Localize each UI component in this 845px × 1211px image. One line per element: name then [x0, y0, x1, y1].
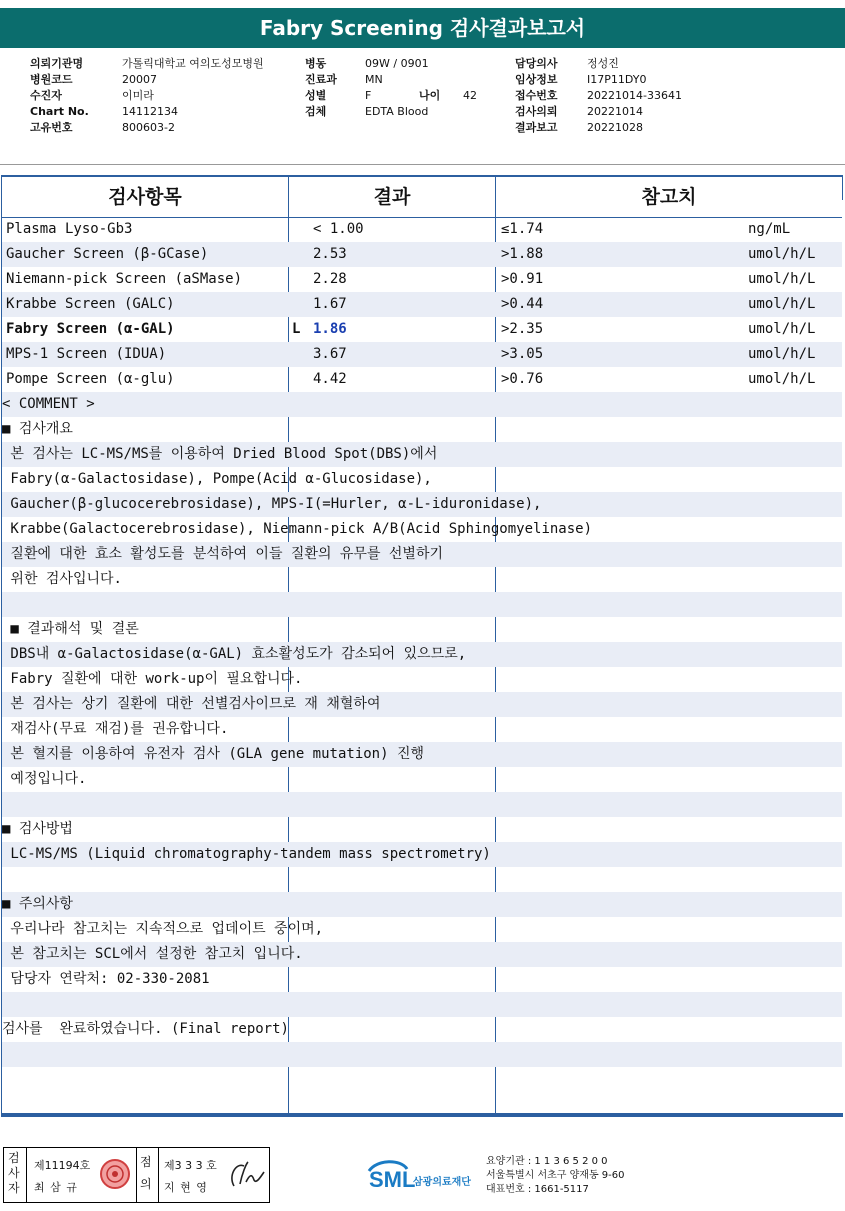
result-unit: umol/h/L: [748, 321, 816, 337]
value-report-date: 20221028: [587, 121, 643, 134]
result-value: 1.67: [313, 296, 347, 312]
comment-row: [2, 1067, 842, 1092]
comment-row: [2, 592, 842, 617]
value-doctor: 정성진: [587, 57, 619, 70]
value-hospital: 가톨릭대학교 여의도성모병원: [122, 57, 264, 70]
table-row: [2, 242, 842, 267]
table-row: [2, 292, 842, 317]
value-request-date: 20221014: [587, 105, 643, 118]
sig-divider-2: [136, 1148, 137, 1202]
label-dept: 진료과: [305, 73, 337, 86]
comment-line: Fabry(α-Galactosidase), Pompe(Acid α-Glucosidase),: [2, 471, 432, 487]
value-chart-no: 14112134: [122, 105, 178, 118]
org-name: 삼광의료재단: [413, 1177, 471, 1188]
comment-row: [2, 817, 842, 842]
result-reference: >3.05: [501, 346, 544, 362]
value-dept: MN: [365, 73, 383, 86]
comment-line: 예정입니다.: [2, 771, 87, 787]
footer-line-3: 대표번호 : 1661-5117: [486, 1184, 589, 1195]
label-doctor: 담당의사: [515, 57, 558, 70]
result-reference: >1.88: [501, 246, 544, 262]
value-clinical-info: I17P11DY0: [587, 73, 647, 86]
signer2-role: 점의: [140, 1155, 152, 1191]
result-reference: ≤1.74: [501, 221, 544, 237]
comment-row: [2, 492, 842, 517]
result-value: 4.42: [313, 371, 347, 387]
label-ward: 병동: [305, 57, 327, 70]
comment-line: LC-MS/MS (Liquid chromatography-tandem mass spectrometry): [2, 846, 491, 862]
result-value: 2.53: [313, 246, 347, 262]
result-unit: umol/h/L: [748, 371, 816, 387]
result-reference: >0.76: [501, 371, 544, 387]
comment-line: < COMMENT >: [2, 396, 95, 412]
comment-row: [2, 1042, 842, 1067]
label-unique-no: 고유번호: [30, 121, 73, 134]
sig-divider: [26, 1148, 27, 1202]
comment-line: Gaucher(β-glucocerebrosidase), MPS-I(=Hurler, α-L-iduronidase),: [2, 496, 542, 512]
value-patient: 이미라: [122, 89, 154, 102]
header-right: [515, 56, 682, 136]
value-receipt-no: 20221014-33641: [587, 89, 682, 102]
comment-row: [2, 667, 842, 692]
result-value: < 1.00: [313, 221, 364, 237]
comment-line: ■ 검사개요: [2, 421, 73, 437]
comment-row: [2, 617, 842, 642]
table-row: [2, 317, 842, 342]
label-report-date: 결과보고: [515, 121, 558, 134]
signer2-license: 제3 3 3 호: [164, 1159, 217, 1172]
logo-text: SML: [369, 1167, 416, 1192]
sml-logo: [367, 1157, 483, 1201]
header-divider: [0, 164, 845, 165]
value-age: 42: [463, 89, 477, 102]
result-value: 2.28: [313, 271, 347, 287]
seal-icon: [99, 1158, 131, 1193]
comment-line: 질환에 대한 효소 활성도를 분석하여 이들 질환의 유무를 선별하기: [2, 546, 444, 562]
comment-line: 위한 검사입니다.: [2, 571, 122, 587]
label-chart-no: Chart No.: [30, 105, 89, 118]
comment-line: DBS내 α-Galactosidase(α-GAL) 효소활성도가 감소되어 있으므로,: [2, 646, 467, 662]
comment-row: [2, 467, 842, 492]
value-hospital-code: 20007: [122, 73, 157, 86]
result-reference: >2.35: [501, 321, 544, 337]
comment-row: [2, 967, 842, 992]
header-middle: [305, 56, 477, 120]
result-item: Krabbe Screen (GALC): [6, 296, 175, 312]
label-receipt-no: 접수번호: [515, 89, 558, 102]
value-unique-no: 800603-2: [122, 121, 175, 134]
comment-row: [2, 867, 842, 892]
result-item: Plasma Lyso-Gb3: [6, 221, 133, 237]
result-item: Fabry Screen (α-GAL): [6, 321, 175, 337]
label-hospital: 의뢰기관명: [30, 57, 84, 70]
result-unit: ng/mL: [748, 221, 791, 237]
result-unit: umol/h/L: [748, 346, 816, 362]
result-flag: L: [292, 321, 301, 337]
comment-line: ■ 결과해석 및 결론: [2, 621, 139, 637]
comment-line: ■ 검사방법: [2, 821, 73, 837]
comment-row: [2, 442, 842, 467]
label-hospital-code: 병원코드: [30, 73, 73, 86]
comment-row: [2, 567, 842, 592]
signer1-role: 검사자: [8, 1151, 20, 1195]
comment-row: [2, 392, 842, 417]
result-reference: >0.91: [501, 271, 544, 287]
label-specimen: 검체: [305, 105, 327, 118]
table-bottom-border: [1, 1113, 843, 1117]
table-border-right: [842, 175, 843, 200]
comment-line: 재검사(무료 재검)를 권유합니다.: [2, 721, 229, 737]
header-item: 검사항목: [108, 186, 182, 208]
result-item: Gaucher Screen (β-GCase): [6, 246, 209, 262]
signer1-name: 최 삼 규: [34, 1181, 78, 1194]
label-patient: 수진자: [30, 89, 62, 102]
footer-line-1: 요양기관 : 1 1 3 6 5 2 0 0: [486, 1156, 608, 1167]
report-title: Fabry Screening 검사결과보고서: [0, 8, 845, 48]
comment-row: [2, 917, 842, 942]
comment-row: [2, 642, 842, 667]
sig-divider-3: [158, 1148, 159, 1202]
comment-row: [2, 792, 842, 817]
comment-line: 담당자 연락처: 02-330-2081: [2, 971, 210, 987]
table-row: [2, 367, 842, 392]
result-reference: >0.44: [501, 296, 544, 312]
result-value: 3.67: [313, 346, 347, 362]
comment-row: [2, 717, 842, 742]
table-row: [2, 342, 842, 367]
comment-row: [2, 942, 842, 967]
comment-row: [2, 892, 842, 917]
value-sex: F: [365, 89, 372, 102]
table-body: [2, 217, 842, 1092]
result-unit: umol/h/L: [748, 271, 816, 287]
table-row: [2, 217, 842, 242]
comment-line: Krabbe(Galactocerebrosidase), Niemann-pick A/B(Acid Sphingomyelinase): [2, 521, 593, 537]
result-unit: umol/h/L: [748, 246, 816, 262]
result-unit: umol/h/L: [748, 296, 816, 312]
signature-box: [3, 1147, 270, 1203]
value-ward: 09W / 0901: [365, 57, 429, 70]
signature-icon: [226, 1156, 266, 1197]
label-age: 나이: [419, 89, 441, 102]
comment-row: [2, 742, 842, 767]
comment-row: [2, 842, 842, 867]
header-reference: 참고치: [641, 186, 697, 208]
signer2-name: 지 현 영: [164, 1181, 208, 1194]
comment-line: Fabry 질환에 대한 work-up이 필요합니다.: [2, 671, 303, 687]
signer1-license: 제11194호: [34, 1159, 91, 1172]
label-clinical-info: 임상정보: [515, 73, 558, 86]
comment-line: ■ 주의사항: [2, 896, 73, 912]
header-result: 결과: [373, 186, 411, 208]
result-value: 1.86: [313, 321, 347, 337]
label-sex: 성별: [305, 89, 327, 102]
comment-row: [2, 992, 842, 1017]
comment-row: [2, 517, 842, 542]
comment-line: 본 참고치는 SCL에서 설정한 참고치 입니다.: [2, 946, 303, 962]
result-item: Niemann-pick Screen (aSMase): [6, 271, 243, 287]
comment-line: 본 혈지를 이용하여 유전자 검사 (GLA gene mutation) 진행: [2, 746, 425, 762]
label-request-date: 검사의뢰: [515, 105, 558, 118]
value-specimen: EDTA Blood: [365, 105, 429, 118]
footer-line-2: 서울특별시 서초구 양재동 9-60: [486, 1170, 625, 1181]
comment-row: [2, 692, 842, 717]
comment-row: [2, 542, 842, 567]
header-left: [30, 56, 264, 136]
comment-row: [2, 767, 842, 792]
comment-line: 본 검사는 LC-MS/MS를 이용하여 Dried Blood Spot(DBS)에서: [2, 446, 438, 462]
comment-row: [2, 1017, 842, 1042]
table-header: [2, 177, 842, 218]
comment-row: [2, 417, 842, 442]
table-row: [2, 267, 842, 292]
result-item: MPS-1 Screen (IDUA): [6, 346, 167, 362]
result-item: Pompe Screen (α-glu): [6, 371, 175, 387]
comment-line: 본 검사는 상기 질환에 대한 선별검사이므로 재 채혈하여: [2, 696, 381, 712]
footer-info: [486, 1155, 625, 1197]
comment-line: 검사를 완료하였습니다. (Final report): [2, 1021, 289, 1037]
comment-line: 우리나라 참고치는 지속적으로 업데이트 중이며,: [2, 921, 324, 937]
